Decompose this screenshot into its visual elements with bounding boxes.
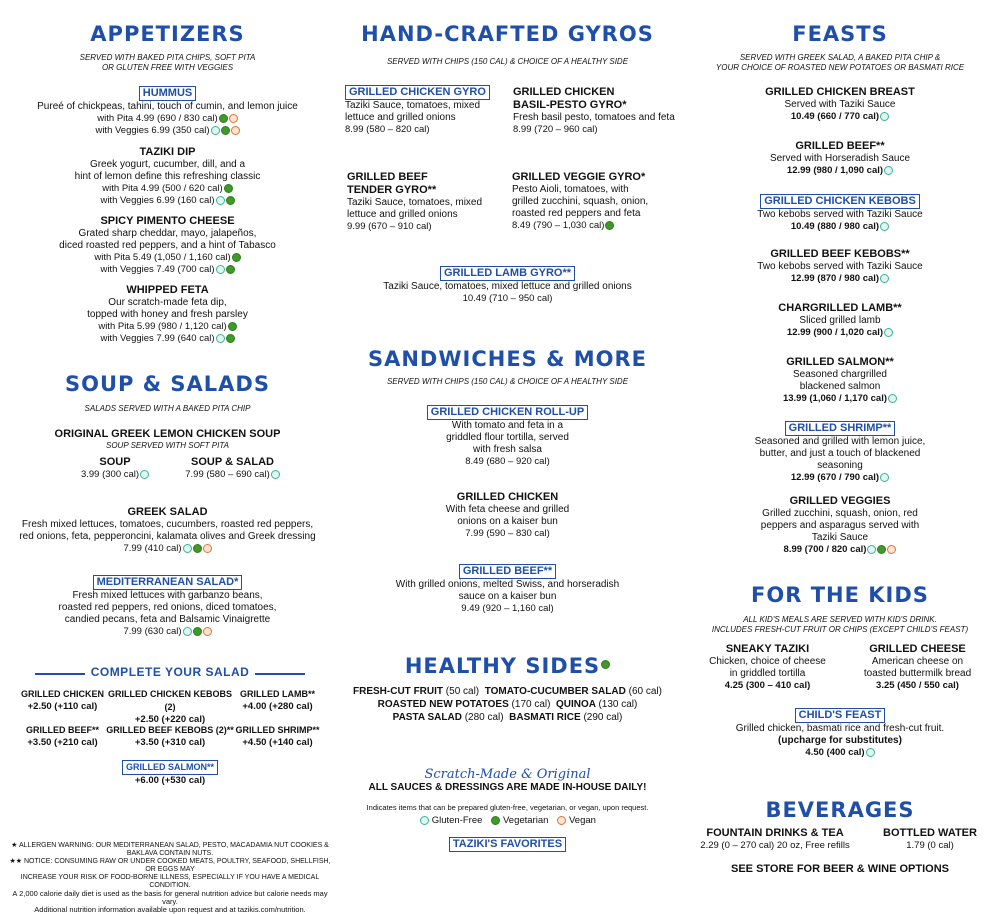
scratch-made-title: Scratch-Made & Original	[424, 767, 591, 782]
taziki-dip-title: TAZIKI DIP	[139, 146, 196, 158]
vegetarian-icon	[221, 126, 230, 135]
vegetarian-icon	[219, 114, 228, 123]
med-salad-desc-2: roasted red peppers, red onions, diced tomatoes,	[58, 602, 277, 613]
add-salmon-label: GRILLED SALMON**	[122, 760, 218, 775]
complete-salad-title: COMPLETE YOUR SALAD	[90, 665, 250, 679]
feast-beef-title: GRILLED BEEF**	[795, 140, 885, 152]
appetizers-title: APPETIZERS	[90, 22, 245, 46]
vegetarian-icon	[491, 816, 500, 825]
add-lamb-price: +4.00 (+280 cal)	[242, 701, 313, 712]
sides-title: HEALTHY SIDES	[404, 654, 601, 678]
feast-beef-kebobs-title: GRILLED BEEF KEBOBS**	[770, 248, 910, 260]
taziki-dip-desc-1: Greek yogurt, cucumber, dill, and a	[89, 159, 246, 170]
feast-beef-kebobs-price: 12.99 (870 / 980 cal)	[790, 273, 880, 284]
pimento-price-veggies: with Veggies 7.49 (700 cal)	[100, 264, 215, 275]
add-chicken-price: +2.50 (+110 cal)	[27, 701, 98, 712]
beef-gyro-desc-2: lettuce and grilled onions	[347, 209, 458, 220]
sandwiches-served: SERVED WITH CHIPS (150 CAL) & CHOICE OF A HEALTHY SIDE	[386, 377, 629, 386]
feast-shrimp-title: GRILLED SHRIMP**	[785, 421, 896, 436]
soup-salad-price: 7.99 (580 – 690 cal)	[185, 469, 270, 480]
feast-shrimp-desc-3: seasoning	[817, 460, 863, 471]
favorites-badge: TAZIKI'S FAVORITES	[449, 837, 566, 852]
childs-feast-title: CHILD'S FEAST	[795, 708, 886, 723]
feast-beef-desc: Served with Horseradish Sauce	[769, 153, 911, 164]
greek-salad-title: GREEK SALAD	[127, 506, 208, 518]
feast-salmon-title: GRILLED SALMON**	[786, 356, 894, 368]
gyros-title: HAND-CRAFTED GYROS	[361, 22, 654, 46]
vegetarian-icon	[193, 544, 202, 553]
beef-sandwich-desc-1: With grilled onions, melted Swiss, and horseradish	[395, 579, 620, 590]
side-fruit-cal: (50 cal)	[445, 686, 480, 697]
greek-salad-desc-2: red onions, feta, pepperoncini, kalamata olives and Greek dressing	[19, 531, 316, 542]
gluten-free-icon	[880, 222, 889, 231]
gluten-free-icon	[216, 196, 225, 205]
soup-salad-label: SOUP & SALAD	[191, 456, 274, 468]
sneaky-taziki-title: SNEAKY TAZIKI	[725, 643, 810, 655]
feast-veggies-desc-2: peppers and asparagus served with	[760, 520, 920, 531]
sandwiches-title: SANDWICHES & MORE	[367, 347, 648, 371]
feast-chicken-title: GRILLED CHICKEN BREAST	[765, 86, 915, 98]
feast-lamb-desc: Sliced grilled lamb	[799, 315, 881, 326]
add-beef-label: GRILLED BEEF**	[25, 725, 99, 735]
side-rice: BASMATI RICE	[509, 712, 581, 723]
lamb-gyro-price: 10.49 (710 – 950 cal)	[462, 293, 553, 304]
feast-veggies-desc-3: Taziki Sauce	[811, 532, 869, 543]
vegetarian-icon	[224, 184, 233, 193]
chicken-gyro-price: 8.99 (580 – 820 cal)	[345, 124, 430, 135]
chicken-sandwich-desc-2: onions on a kaiser bun	[457, 516, 558, 527]
vegetarian-icon	[193, 627, 202, 636]
side-potatoes-cal: (170 cal)	[511, 699, 551, 710]
add-chicken-kebobs-price: +2.50 (+220 cal)	[134, 714, 206, 725]
scratch-made-sub: ALL SAUCES & DRESSINGS ARE MADE IN-HOUSE DAILY!	[368, 782, 647, 793]
beef-gyro-desc-1: Taziki Sauce, tomatoes, mixed	[347, 197, 483, 208]
add-chicken-label: GRILLED CHICKEN	[21, 689, 104, 699]
pimento-desc-2: diced roasted red peppers, and a hint of Tabasco	[59, 240, 276, 251]
side-rice-cal: (290 cal)	[583, 712, 623, 723]
pimento-desc-1: Grated sharp cheddar, mayo, jalapeños,	[78, 228, 257, 239]
feast-chicken-kebobs-desc: Two kebobs served with Taziki Sauce	[757, 209, 923, 220]
gluten-free-icon	[888, 394, 897, 403]
veggie-gyro-desc-3: roasted red peppers and feta	[512, 208, 641, 219]
side-tomato: TOMATO-CUCUMBER SALAD	[484, 686, 626, 697]
pesto-gyro-title-1: GRILLED CHICKEN	[513, 86, 615, 98]
feast-salmon-desc-1: Seasoned chargrilled	[793, 369, 887, 380]
allergen-note: ★ ALLERGEN WARNING: OUR MEDITERRANEAN SALAD, PESTO, MACADAMIA NUT COOKIES & BAKLAVA CONTAIN NUTS.	[11, 842, 329, 857]
vegetarian-icon	[605, 221, 614, 230]
add-beef-price: +3.50 (+210 cal)	[27, 737, 98, 748]
divider-line	[35, 673, 85, 675]
hummus-price-veggies: with Veggies 6.99 (350 cal)	[95, 125, 210, 136]
notice-note-2: INCREASE YOUR RISK OF FOOD-BORNE ILLNESS, ESPECIALLY IF YOU HAVE A MEDICAL CONDITION.	[20, 874, 320, 889]
chicken-sandwich-price: 7.99 (590 – 830 cal)	[465, 528, 550, 539]
feast-lamb-title: CHARGRILLED LAMB**	[778, 302, 902, 314]
side-fruit: FRESH-CUT FRUIT	[353, 686, 444, 697]
vegetarian-icon	[877, 545, 886, 554]
add-salmon-price: +6.00 (+530 cal)	[134, 775, 206, 786]
feast-chicken-price: 10.49 (660 / 770 cal)	[790, 111, 880, 122]
legend-indicates: Indicates items that can be prepared gluten-free, vegetarian, or vegan, upon request.	[366, 803, 649, 812]
kids-served-1: ALL KID'S MEALS ARE SERVED WITH KID'S DRINK.	[743, 615, 937, 624]
feasts-title: FEASTS	[792, 22, 888, 46]
beef-gyro-price: 9.99 (670 – 910 cal)	[347, 221, 432, 232]
gluten-free-icon	[211, 126, 220, 135]
vegetarian-icon	[226, 265, 235, 274]
vegan-icon	[557, 816, 566, 825]
rollup-desc-1: With tomato and feta in a	[451, 420, 564, 431]
veggie-gyro-price: 8.49 (790 – 1,030 cal)	[512, 220, 605, 231]
lemon-soup-served: SOUP SERVED WITH SOFT PITA	[106, 441, 229, 450]
childs-feast-price: 4.50 (400 cal)	[805, 747, 865, 758]
feast-shrimp-price: 12.99 (670 / 790 cal)	[790, 472, 880, 483]
med-salad-desc-1: Fresh mixed lettuces with garbanzo beans,	[72, 590, 263, 601]
feast-beef-kebobs-desc: Two kebobs served with Taziki Sauce	[757, 261, 923, 272]
lamb-gyro-title: GRILLED LAMB GYRO**	[440, 266, 575, 281]
childs-feast-desc-2: (upcharge for substitutes)	[778, 735, 902, 746]
hummus-title: HUMMUS	[139, 86, 197, 101]
gluten-free-icon	[216, 265, 225, 274]
soup-salads-title: SOUP & SALADS	[65, 372, 270, 396]
beef-sandwich-desc-2: sauce on a kaiser bun	[458, 591, 557, 602]
chicken-sandwich-desc-1: With feta cheese and grilled	[445, 504, 570, 515]
feast-beef-price: 12.99 (980 / 1,090 cal)	[786, 165, 884, 176]
sneaky-taziki-desc-2: in griddled tortilla	[729, 668, 806, 679]
vegan-icon	[231, 126, 240, 135]
pimento-title: SPICY PIMENTO CHEESE	[100, 215, 235, 227]
side-quinoa: QUINOA	[556, 699, 596, 710]
feast-veggies-desc-1: Grilled zucchini, squash, onion, red	[762, 508, 918, 519]
feast-lamb-price: 12.99 (900 / 1,020 cal)	[786, 327, 884, 338]
beverages-title: BEVERAGES	[765, 798, 915, 822]
rollup-desc-3: with fresh salsa	[473, 444, 542, 455]
rollup-price: 8.49 (680 – 920 cal)	[465, 456, 550, 467]
taziki-dip-desc-2: hint of lemon define this refreshing classic	[74, 171, 261, 182]
veggie-gyro-desc-2: grilled zucchini, squash, onion,	[512, 196, 649, 207]
taziki-dip-price-pita: with Pita 4.99 (500 / 620 cal)	[102, 183, 223, 194]
beef-sandwich-price: 9.49 (920 – 1,160 cal)	[461, 603, 554, 614]
add-shrimp-label: GRILLED SHRIMP**	[235, 725, 320, 735]
kids-title: FOR THE KIDS	[751, 583, 929, 607]
soup-salads-served: SALADS SERVED WITH A BAKED PITA CHIP	[84, 404, 251, 413]
feast-shrimp-desc-2: butter, and just a touch of blackened	[759, 448, 921, 459]
sneaky-taziki-desc-1: Chicken, choice of cheese	[709, 656, 826, 667]
beef-sandwich-title: GRILLED BEEF**	[459, 564, 556, 579]
feast-salmon-desc-2: blackened salmon	[799, 381, 881, 392]
grilled-cheese-desc-1: American cheese on	[871, 656, 964, 667]
pesto-gyro-price: 8.99 (720 – 960 cal)	[513, 124, 598, 135]
gluten-free-icon	[880, 274, 889, 283]
appetizers-served-2: OR GLUTEN FREE WITH VEGGIES	[101, 63, 234, 72]
gluten-free-icon	[183, 544, 192, 553]
add-lamb-label: GRILLED LAMB**	[240, 689, 315, 699]
add-chicken-kebobs-label: GRILLED CHICKEN KEBOBS (2)	[107, 689, 232, 712]
chicken-gyro-desc-1: Taziki Sauce, tomatoes, mixed	[345, 100, 481, 111]
add-shrimp-price: +4.50 (+140 cal)	[242, 737, 313, 748]
lamb-gyro-desc: Taziki Sauce, tomatoes, mixed lettuce and grilled onions	[383, 281, 632, 292]
vegetarian-icon	[228, 322, 237, 331]
greek-salad-price: 7.99 (410 cal)	[123, 543, 182, 554]
side-potatoes: ROASTED NEW POTATOES	[377, 699, 509, 710]
kids-served-2: INCLUDES FRESH-CUT FRUIT OR CHIPS (EXCEPT CHILD'S FEAST)	[711, 625, 969, 634]
appetizers-served-1: SERVED WITH BAKED PITA CHIPS, SOFT PITA	[79, 53, 256, 62]
grilled-cheese-desc-2: toasted buttermilk bread	[863, 668, 972, 679]
legend-vegan: Vegan	[568, 815, 596, 826]
gluten-free-icon	[420, 816, 429, 825]
feta-price-veggies: with Veggies 7.99 (640 cal)	[100, 333, 215, 344]
fountain-price: 2.29 (0 – 270 cal) 20 oz, Free refills	[700, 840, 850, 851]
vegetarian-icon	[601, 660, 610, 669]
chicken-gyro-desc-2: lettuce and grilled onions	[345, 112, 456, 123]
hummus-price-pita: with Pita 4.99 (690 / 830 cal)	[97, 113, 218, 124]
fountain-title: FOUNTAIN DRINKS & TEA	[706, 827, 844, 839]
pesto-gyro-title-2: BASIL-PESTO GYRO*	[513, 99, 627, 111]
diet-legend	[335, 815, 680, 826]
feast-shrimp-desc-1: Seasoned and grilled with lemon juice,	[754, 436, 926, 447]
gluten-free-icon	[271, 470, 280, 479]
lemon-soup-title: ORIGINAL GREEK LEMON CHICKEN SOUP	[54, 428, 281, 440]
side-tomato-cal: (60 cal)	[628, 686, 662, 697]
beef-gyro-title-1: GRILLED BEEF	[347, 171, 428, 183]
add-beef-kebobs-price: +3.50 (+310 cal)	[134, 737, 206, 748]
legend-gluten-free: Gluten-Free	[431, 815, 483, 826]
gluten-free-icon	[880, 112, 889, 121]
feast-chicken-kebobs-title: GRILLED CHICKEN KEBOBS	[760, 194, 920, 209]
water-title: BOTTLED WATER	[883, 827, 977, 839]
hummus-desc: Pureé of chickpeas, tahini, touch of cumin, and lemon juice	[37, 101, 298, 112]
feta-desc-2: topped with honey and fresh parsley	[87, 309, 248, 320]
soup-label: SOUP	[99, 456, 131, 468]
feast-salmon-price: 13.99 (1,060 / 1,170 cal)	[782, 393, 888, 404]
feta-desc-1: Our scratch-made feta dip,	[108, 297, 227, 308]
med-salad-desc-3: candied pecans, feta and Balsamic Vinaigrette	[64, 614, 271, 625]
vegetarian-icon	[226, 196, 235, 205]
gluten-free-icon	[140, 470, 149, 479]
grilled-cheese-price: 3.25 (450 / 550 cal)	[876, 680, 959, 691]
chicken-sandwich-title: GRILLED CHICKEN	[456, 491, 559, 503]
med-salad-price: 7.99 (630 cal)	[123, 626, 182, 637]
notice-note-1: ★★ NOTICE: CONSUMING RAW OR UNDER COOKED MEATS, POULTRY, SEAFOOD, SHELLFISH, OR EGGS MAY	[9, 858, 331, 873]
feta-price-pita: with Pita 5.99 (980 / 1,120 cal)	[98, 321, 227, 332]
chicken-gyro-title: GRILLED CHICKEN GYRO	[345, 85, 490, 100]
feast-veggies-price: 8.99 (700 / 820 cal)	[783, 544, 867, 555]
childs-feast-desc-1: Grilled chicken, basmati rice and fresh-cut fruit.	[735, 723, 945, 734]
veggie-gyro-title: GRILLED VEGGIE GYRO*	[512, 171, 646, 183]
pesto-gyro-desc: Fresh basil pesto, tomatoes and feta	[513, 112, 675, 123]
calorie-note-1: A 2,000 calorie daily diet is used as the basis for general nutrition advice but calorie needs may vary.	[12, 889, 328, 906]
feasts-served-1: SERVED WITH GREEK SALAD, A BAKED PITA CHIP &	[739, 53, 941, 62]
water-price: 1.79 (0 cal)	[906, 840, 954, 851]
feta-title: WHIPPED FETA	[126, 284, 209, 296]
side-quinoa-cal: (130 cal)	[598, 699, 638, 710]
gluten-free-icon	[183, 627, 192, 636]
veggie-gyro-desc-1: Pesto Aioli, tomatoes, with	[512, 184, 629, 195]
beef-gyro-title-2: TENDER GYRO**	[347, 184, 437, 196]
taziki-dip-price-veggies: with Veggies 6.99 (160 cal)	[100, 195, 215, 206]
gluten-free-icon	[884, 328, 893, 337]
grilled-cheese-title: GRILLED CHEESE	[869, 643, 966, 655]
vegan-icon	[203, 544, 212, 553]
add-beef-kebobs-label: GRILLED BEEF KEBOBS (2)**	[106, 725, 234, 735]
feast-veggies-title: GRILLED VEGGIES	[789, 495, 891, 507]
feast-chicken-kebobs-price: 10.49 (880 / 980 cal)	[790, 221, 880, 232]
gluten-free-icon	[867, 545, 876, 554]
gyros-served: SERVED WITH CHIPS (150 CAL) & CHOICE OF A HEALTHY SIDE	[386, 57, 629, 66]
greek-salad-desc-1: Fresh mixed lettuces, tomatoes, cucumbers, roasted red peppers,	[21, 519, 314, 530]
vegan-icon	[203, 627, 212, 636]
gluten-free-icon	[884, 166, 893, 175]
vegetarian-icon	[232, 253, 241, 262]
vegan-icon	[229, 114, 238, 123]
rollup-title: GRILLED CHICKEN ROLL-UP	[427, 405, 588, 420]
vegetarian-icon	[226, 334, 235, 343]
calorie-note-2: Additional nutrition information available upon request and at tazikis.com/nutrition.	[34, 905, 306, 914]
side-pasta-cal: (280 cal)	[464, 712, 504, 723]
gluten-free-icon	[866, 748, 875, 757]
legend-vegetarian: Vegetarian	[502, 815, 549, 826]
pimento-price-pita: with Pita 5.49 (1,050 / 1,160 cal)	[94, 252, 231, 263]
side-pasta: PASTA SALAD	[392, 712, 462, 723]
gluten-free-icon	[880, 473, 889, 482]
med-salad-title: MEDITERRANEAN SALAD*	[93, 575, 243, 590]
gluten-free-icon	[216, 334, 225, 343]
beer-wine-note: SEE STORE FOR BEER & WINE OPTIONS	[731, 863, 949, 875]
sneaky-taziki-price: 4.25 (300 – 410 cal)	[724, 680, 811, 691]
feasts-served-2: YOUR CHOICE OF ROASTED NEW POTATOES OR BASMATI RICE	[715, 63, 965, 72]
soup-price: 3.99 (300 cal)	[80, 469, 140, 480]
vegan-icon	[887, 545, 896, 554]
rollup-desc-2: griddled flour tortilla, served	[446, 432, 569, 443]
divider-line	[255, 673, 305, 675]
feast-chicken-desc: Served with Taziki Sauce	[784, 99, 896, 110]
